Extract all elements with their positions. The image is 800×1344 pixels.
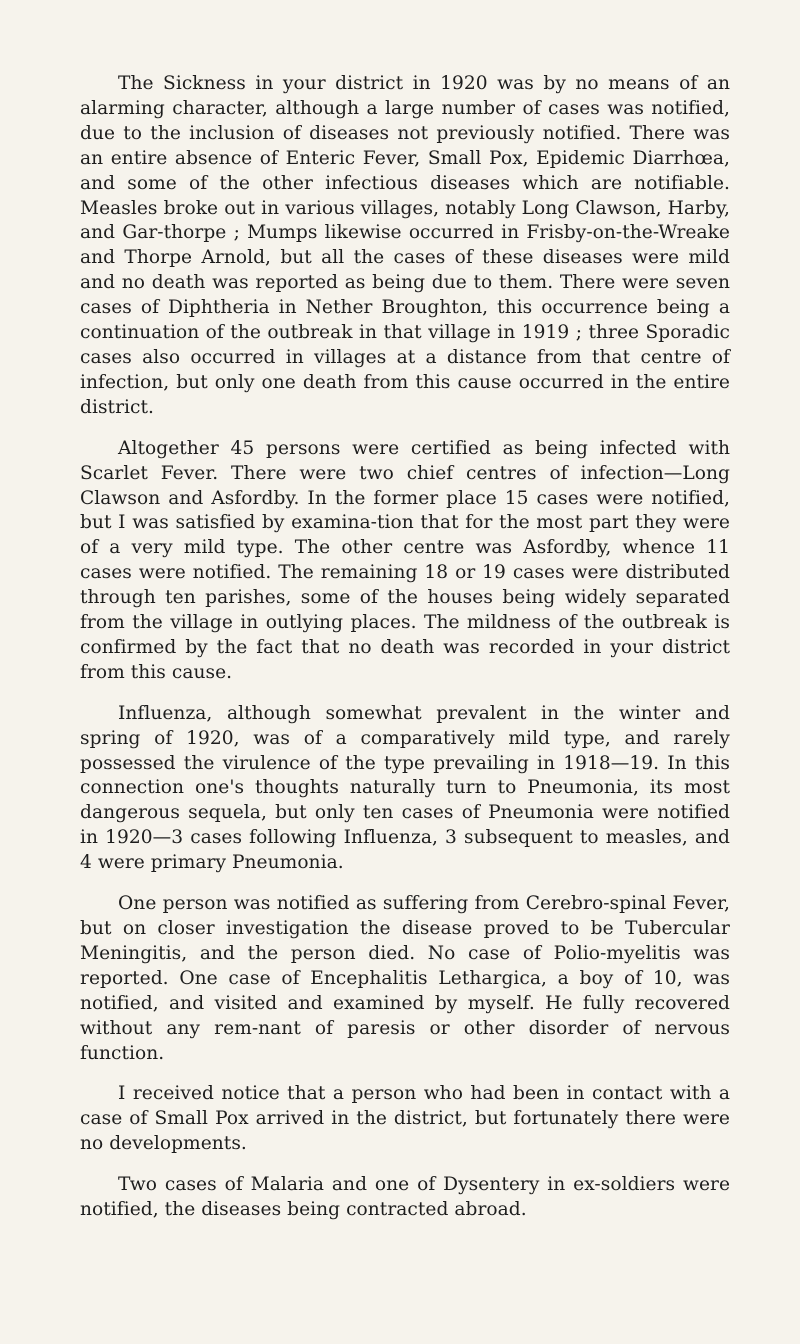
document-body — [80, 72, 730, 1223]
paragraph-influenza: Influenza, although somewhat prevalent in the winter and spring of 1920, was of a comparatively mild type, and rarely possessed the virulence of the type prevailing in 1918—19. In this connection one's thoughts naturally turn to Pneumonia, its most dangerous sequela, but only ten cases of Pneumonia were notified in 1920—3 cases following Influenza, 3 subsequent to measles, and 4 were primary Pneumonia. — [80, 702, 730, 874]
paragraph-cerebro-spinal-fever: One person was notified as suffering from Cerebro-spinal Fever, but on closer investigation the disease proved to be Tubercular Meningitis, and the person died. No case of Polio-myelitis was reported. One case of Encephalitis Lethargica, a boy of 10, was notified, and visited and examined by myself. He fully recovered without any rem-nant of paresis or other disorder of nervous function. — [80, 893, 730, 1064]
paragraph-small-pox-contact: I received notice that a person who had been in contact with a case of Small Pox arrived in the district, but fortunately there were no developments. — [80, 1083, 730, 1155]
paragraph-scarlet-fever: Altogether 45 persons were certified as being infected with Scarlet Fever. There were two chief centres of infection—Long Clawson and Asfordby. In the former place 15 cases were notified, but I was satisfied by examina-tion that for the most part they were of a very mild type. The other centre was Asfordby, whence 11 cases were notified. The remaining 18 or 19 cases were distributed through ten parishes, some of the houses being widely separated from the village in outlying places. The mildness of the outbreak is confirmed by the fact that no death was recorded in your district from this cause. — [80, 437, 730, 683]
paragraph-malaria-dysentery: Two cases of Malaria and one of Dysentery in ex-soldiers were notified, the diseases being contracted abroad. — [80, 1174, 730, 1221]
paragraph-general-sickness: The Sickness in your district in 1920 was by no means of an alarming character, although a large number of cases was notified, due to the inclusion of diseases not previously notified. There was an entire absence of Enteric Fever, Small Pox, Epidemic Diarrhœa, and some of the other infectious diseases which are notifiable. Measles broke out in various villages, notably Long Clawson, Harby, and Gar-thorpe ; Mumps likewise occurred in Frisby-on-the-Wreake and Thorpe Arnold, but all the cases of these diseases were mild and no death was reported as being due to them. There were seven cases of Diphtheria in Nether Broughton, this occurrence being a continuation of the outbreak in that village in 1919 ; three Sporadic cases also occurred in villages at a distance from that centre of infection, but only one death from this cause occurred in the entire district. — [80, 73, 730, 418]
